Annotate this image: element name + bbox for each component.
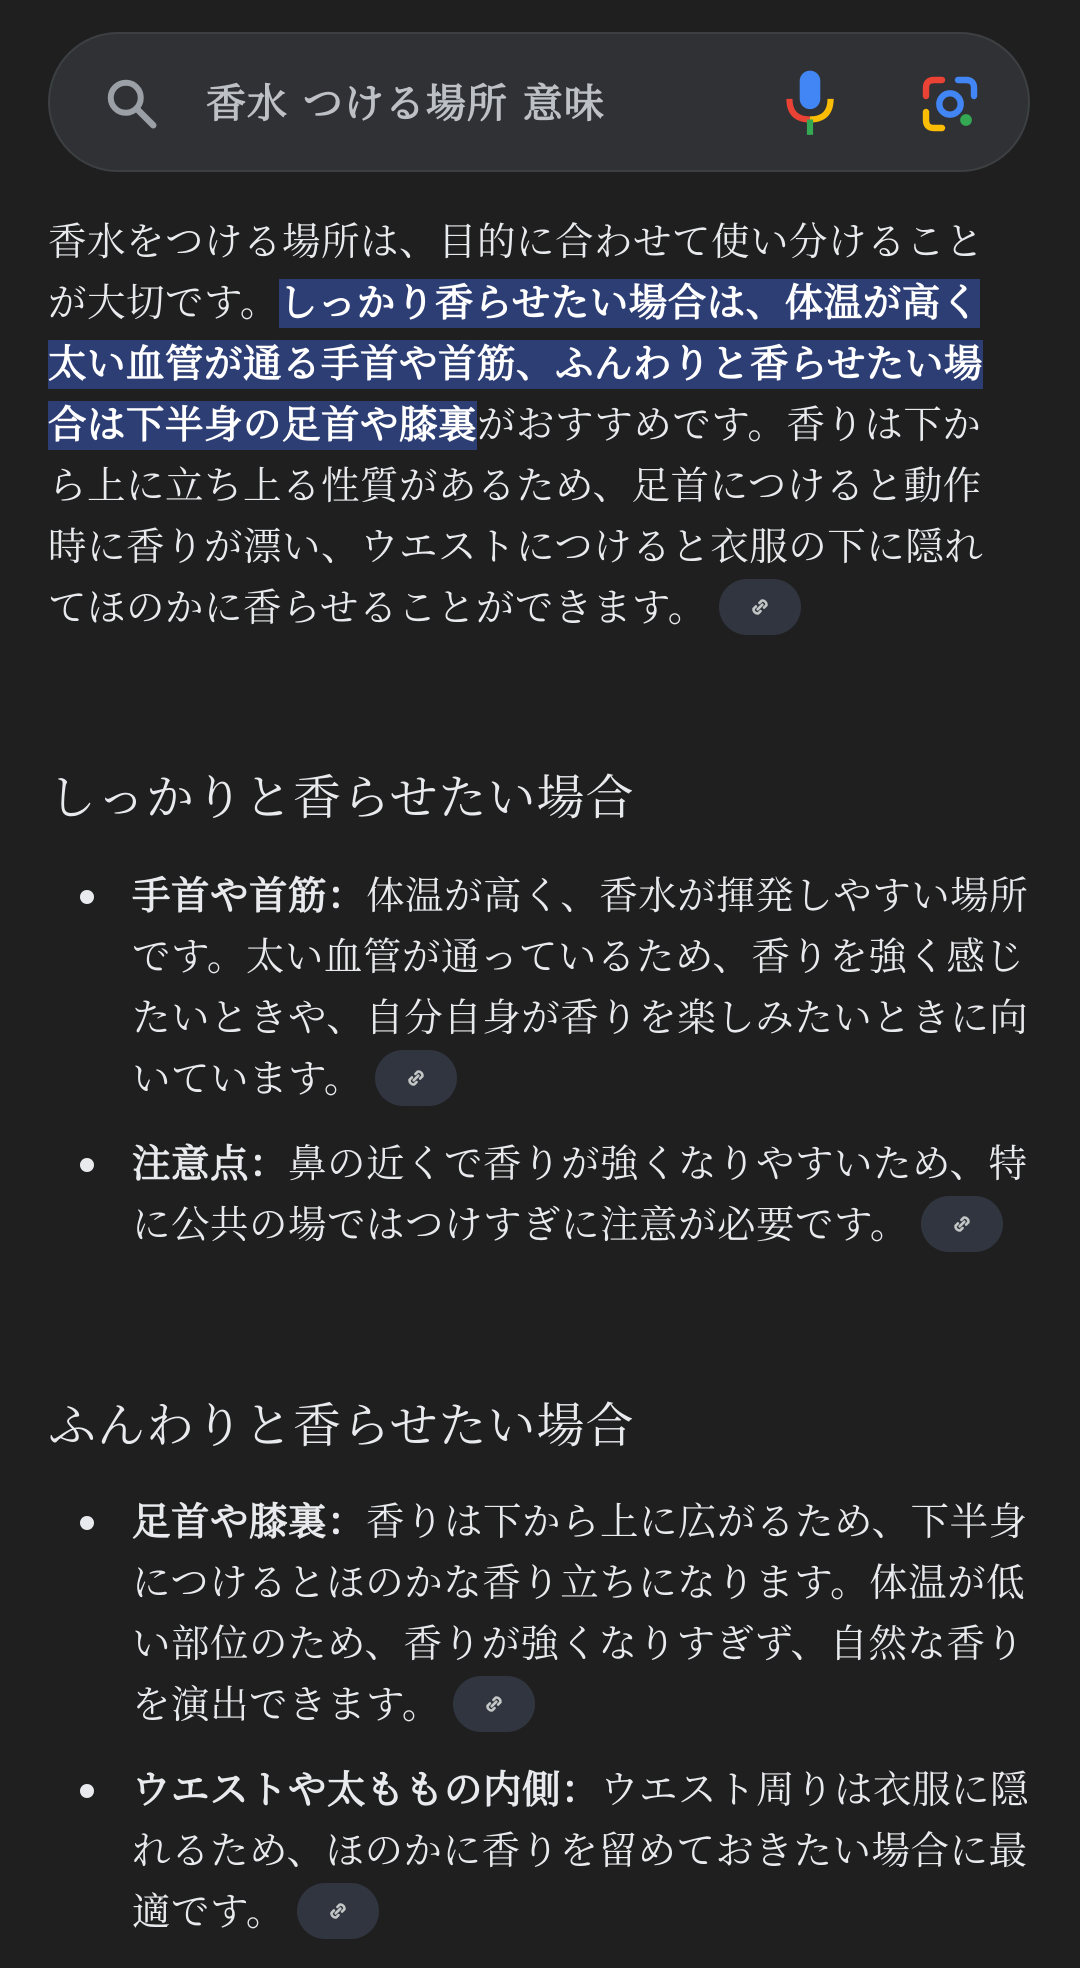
bullet-text: 鼻の近くで香りが強くなりやすいため、特に公共の場ではつけすぎに注意が必要です。 [132,1142,1028,1248]
bullet-text: 体温が高く、香水が揮発しやすい場所です。太い血管が通っているため、香りを強く感じたいときや、自分自身が香りを楽しみたいときに向いています。 [132,874,1029,1102]
list-item [48,1492,1038,1736]
bullet-dot [80,1158,94,1172]
bullet-dot [80,890,94,904]
source-link-button[interactable] [375,1050,457,1106]
search-icon[interactable] [102,74,162,134]
link-icon [324,1897,352,1925]
section-heading-strong: しっかりと香らせたい場合 [48,770,635,826]
search-query[interactable]: 香水 つける場所 意味 [206,81,605,127]
bullet-dot [80,1516,94,1530]
bullet-list-soft [48,1492,1038,1967]
source-link-button[interactable] [453,1676,535,1732]
mic-icon[interactable] [778,68,842,140]
link-icon [746,593,774,621]
link-icon [402,1064,430,1092]
bullet-term: 手首や首筋： [132,874,367,919]
bullet-text: ウエスト周りは衣服に隠れるため、ほのかに香りを留めておきたい場合に最適です。 [132,1768,1030,1935]
bullet-term: 注意点： [132,1142,289,1187]
link-icon [480,1690,508,1718]
link-icon [948,1210,976,1238]
source-link-button[interactable] [297,1883,379,1939]
summary-text: 香水をつける場所は、目的に合わせて使い分けることが大切です。 [48,220,985,326]
source-link-button[interactable] [719,579,801,635]
list-item [48,1760,1038,1943]
section-heading-soft: ふんわりと香らせたい場合 [48,1398,635,1454]
summary-text-continued: がおすすめです。香りは下から上に立ち上る性質があるため、足首につけると動作時に香りが漂い、ウエストにつけると衣服の下に隠れてほのかに香らせることができます。 [48,403,984,631]
ai-summary [48,212,1008,639]
list-item [48,1134,1038,1256]
bullet-term: 足首や膝裏： [132,1500,367,1545]
bullet-text: 香りは下から上に広がるため、下半身につけるとほのかな香り立ちになります。体温が低い部位のため、香りが強くなりすぎず、自然な香りを演出できます。 [132,1500,1028,1728]
source-link-button[interactable] [921,1196,1003,1252]
google-lens-icon[interactable] [918,72,982,136]
bullet-dot [80,1784,94,1798]
bullet-list-strong [48,866,1038,1280]
search-bar[interactable] [48,32,1030,172]
bullet-term: ウエストや太ももの内側： [132,1768,601,1813]
list-item [48,866,1038,1110]
summary-highlight: しっかり香らせたい場合は、体温が高く太い血管が通る手首や首筋、ふんわりと香らせたい場合は下半身の足首や膝裏 [48,281,983,448]
